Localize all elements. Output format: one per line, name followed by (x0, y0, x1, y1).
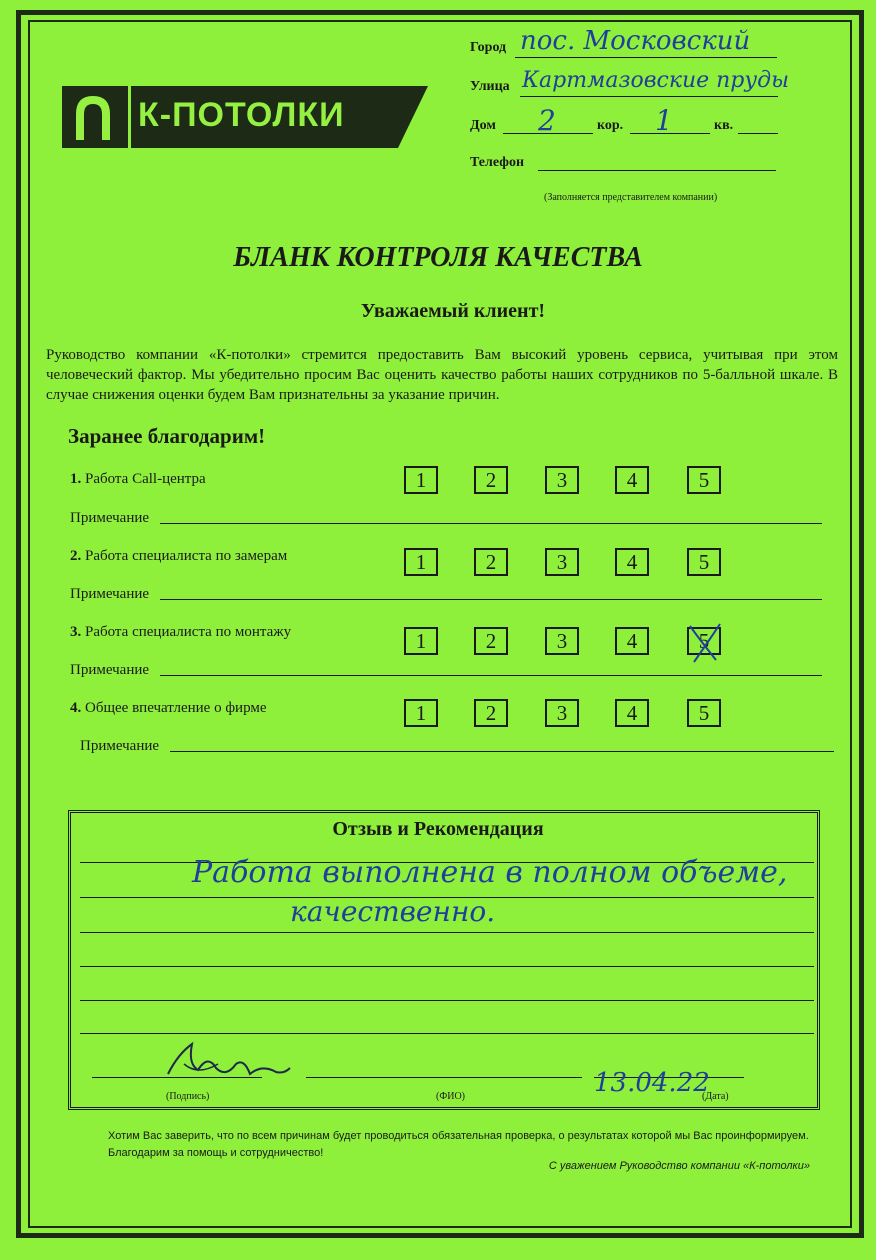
q3-note-label: Примечание (70, 662, 150, 678)
review-title: Отзыв и Рекомендация (332, 818, 544, 840)
q2-option-2[interactable]: 2 (474, 548, 508, 576)
q2-option-1[interactable]: 1 (404, 548, 438, 576)
date-value: 13.04.22 (594, 1068, 710, 1098)
q3-option-2[interactable]: 2 (474, 627, 508, 655)
signature-icon (158, 1034, 298, 1094)
form-title: БЛАНК КОНТРОЛЯ КАЧЕСТВА (233, 242, 643, 273)
q2-option-3[interactable]: 3 (545, 548, 579, 576)
street-value: Картмазовские пруды (522, 68, 790, 93)
q2-option-5[interactable]: 5 (687, 548, 721, 576)
q2-option-4[interactable]: 4 (615, 548, 649, 576)
kv-label: кв. (714, 118, 734, 133)
question-4-text: Общее впечатление о фирме (85, 700, 267, 716)
korp-label: кор. (597, 118, 624, 133)
q4-option-4[interactable]: 4 (615, 699, 649, 727)
q1-note-line (160, 523, 822, 524)
question-2 (70, 548, 287, 565)
q2-note-label: Примечание (70, 586, 150, 602)
q4-option-5[interactable]: 5 (687, 699, 721, 727)
q1-option-3[interactable]: 3 (545, 466, 579, 494)
q4-note-line (170, 751, 834, 752)
greeting: Уважаемый клиент! (360, 300, 546, 322)
q3-option-5[interactable]: 5 (687, 627, 721, 655)
q3-option-1[interactable]: 1 (404, 627, 438, 655)
q3-note-line (160, 675, 822, 676)
kv-line (738, 133, 778, 134)
q4-option-1[interactable]: 1 (404, 699, 438, 727)
street-line (520, 96, 778, 97)
house-value: 2 (538, 104, 556, 137)
question-1 (70, 471, 206, 488)
footer-signature: С уважением Руководство компании «К-потолки» (548, 1160, 810, 1172)
question-3 (70, 624, 291, 641)
q3-selected-mark-icon (686, 618, 726, 666)
question-4-num: 4. (70, 700, 82, 716)
q2-note-line (160, 599, 822, 600)
fio-label: (ФИО) (436, 1091, 466, 1102)
q1-option-2[interactable]: 2 (474, 466, 508, 494)
q4-note-label: Примечание (80, 738, 160, 754)
q1-option-1[interactable]: 1 (404, 466, 438, 494)
question-2-text: Работа специалиста по замерам (85, 548, 288, 564)
phone-line (538, 170, 776, 171)
question-2-num: 2. (70, 548, 82, 564)
question-1-num: 1. (70, 471, 82, 487)
q4-option-2[interactable]: 2 (474, 699, 508, 727)
question-1-text: Работа Call-центра (85, 471, 206, 487)
city-line (515, 57, 777, 58)
question-3-num: 3. (70, 624, 82, 640)
q1-note-label: Примечание (70, 510, 150, 526)
review-line-4 (80, 966, 814, 967)
question-4 (70, 700, 267, 717)
house-label: Дом (470, 118, 496, 133)
footer-text: Хотим Вас заверить, что по всем причинам будет проводиться обязательная проверка, о результатах которой мы Вас проинформируем. Благодарим за помощь и сотрудничество! (108, 1130, 809, 1159)
q1-option-5[interactable]: 5 (687, 466, 721, 494)
question-3-text: Работа специалиста по монтажу (85, 624, 292, 640)
review-handwritten-line-1: Работа выполнена в полном объеме, (192, 855, 788, 890)
q1-option-4[interactable]: 4 (615, 466, 649, 494)
thanks-heading: Заранее благодарим! (68, 424, 266, 448)
signature-label: (Подпись) (166, 1091, 210, 1102)
city-label: Город (470, 40, 507, 55)
review-line-5 (80, 1000, 814, 1001)
review-handwritten-line-2: качественно. (290, 895, 496, 928)
review-line-3 (80, 932, 814, 933)
q3-option-4[interactable]: 4 (615, 627, 649, 655)
fio-line (306, 1077, 582, 1078)
q4-option-3[interactable]: 3 (545, 699, 579, 727)
phone-label: Телефон (470, 155, 525, 170)
street-label: Улица (470, 79, 510, 94)
date-label: (Дата) (702, 1091, 729, 1102)
korp-value: 1 (655, 104, 673, 137)
q3-option-3[interactable]: 3 (545, 627, 579, 655)
logo-text: К-ПОТОЛКИ (138, 96, 345, 134)
intro-text: Руководство компании «К-потолки» стремится предоставить Вам высокий уровень сервиса, учитывая при этом человеческий фактор. Мы убедительно просим Вас оценить качество работы наших сотрудников по 5-балльной шкале. В случае снижения оценки будем Вам признательны за указание причин. (46, 347, 838, 403)
city-value: пос. Московский (520, 26, 751, 56)
address-note: (Заполняется представителем компании) (544, 192, 718, 203)
